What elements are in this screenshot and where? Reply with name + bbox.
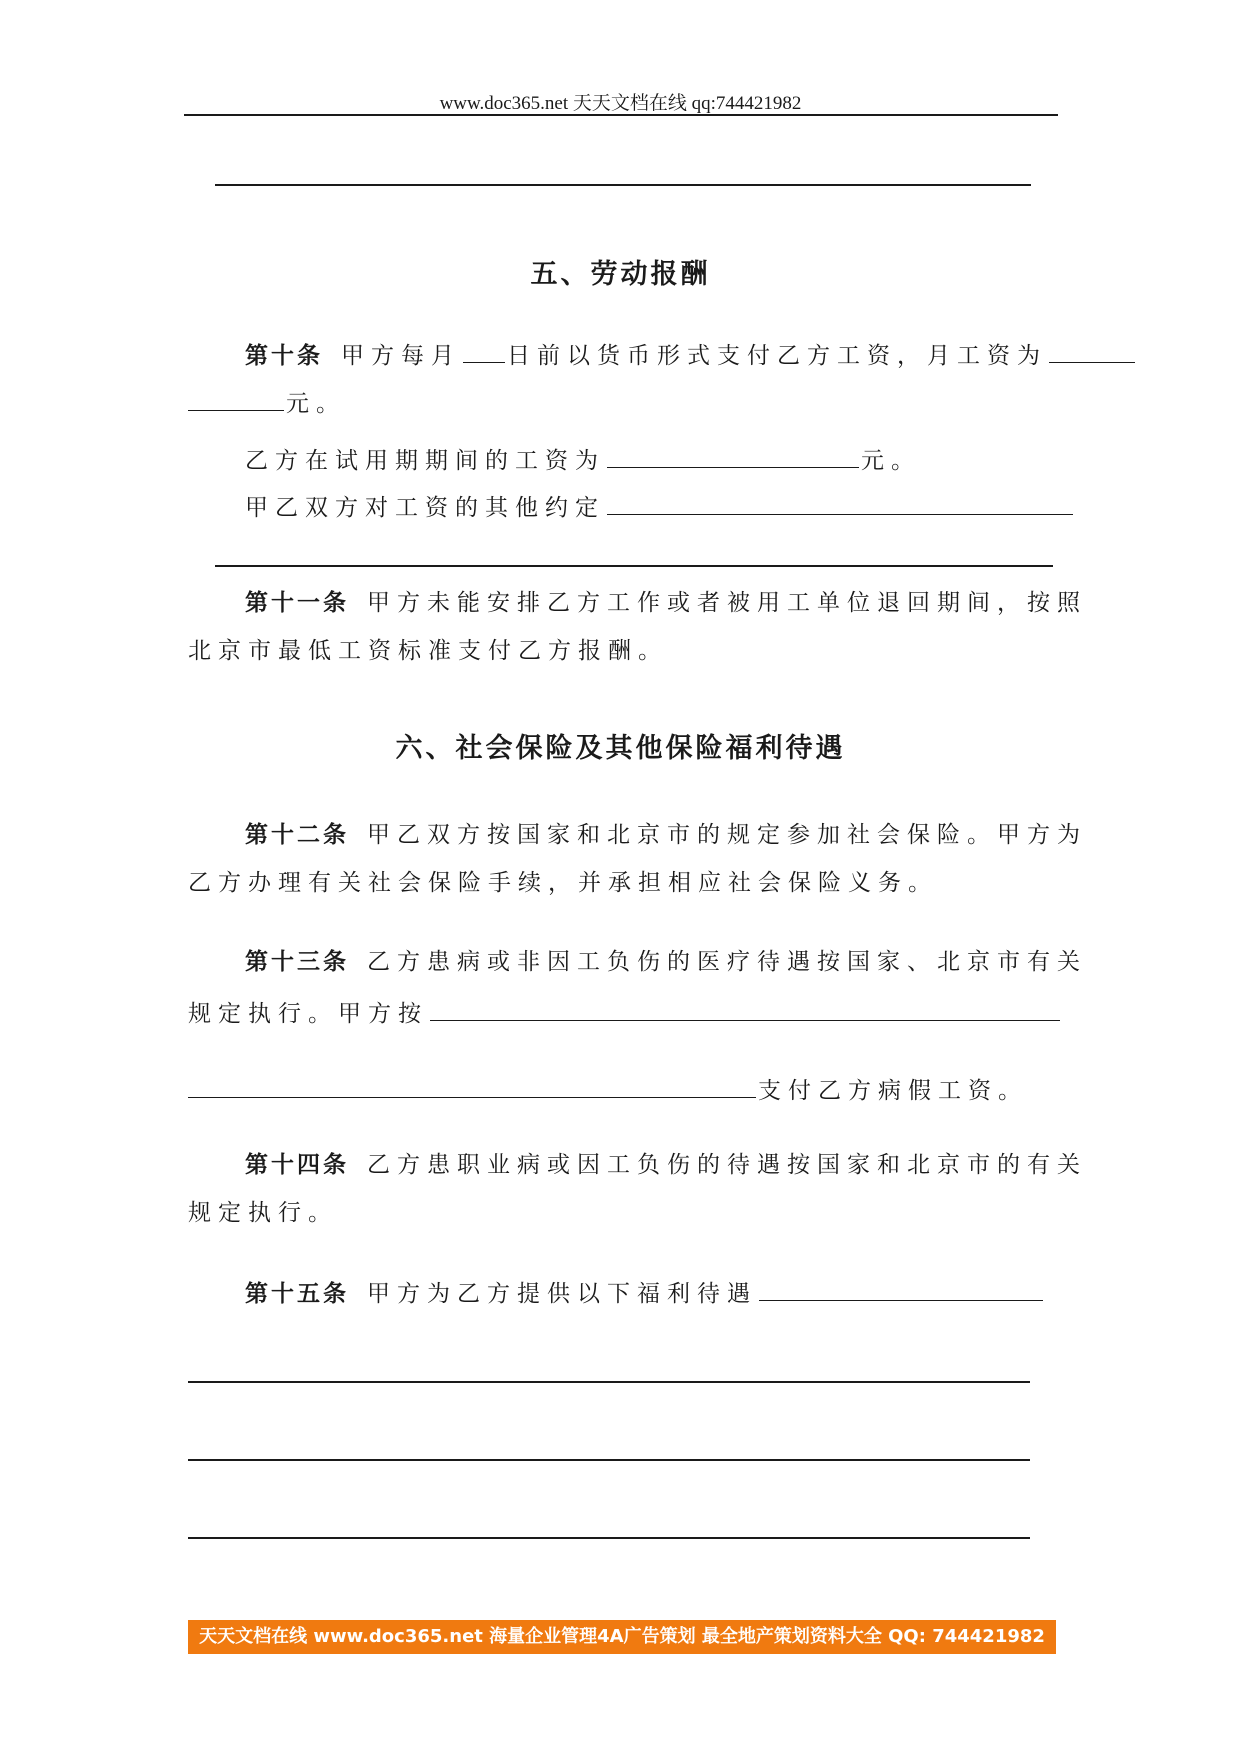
article-11-line-1 bbox=[245, 588, 1087, 618]
blank-line[interactable] bbox=[215, 565, 1053, 567]
article-text: 乙方患病或非因工负伤的医疗待遇按国家、北京市有关 bbox=[367, 949, 1087, 975]
fill-in-blank[interactable] bbox=[430, 996, 1060, 1021]
article-label: 第十五条 bbox=[245, 1281, 349, 1307]
article-text: 规定执行。甲方按 bbox=[188, 1001, 428, 1027]
article-14-line-2 bbox=[188, 1198, 338, 1228]
article-11-line-2 bbox=[188, 636, 668, 666]
fill-in-blank[interactable] bbox=[759, 1276, 1043, 1301]
footer-banner: 天天文档在线 www.doc365.net 海量企业管理4A广告策划 最全地产策划资料大全 QQ: 744421982 bbox=[188, 1620, 1056, 1654]
other-salary-line bbox=[245, 490, 1075, 523]
article-label: 第十二条 bbox=[245, 822, 349, 848]
article-13-line-2 bbox=[188, 996, 1062, 1029]
section-title: 五、劳动报酬 bbox=[530, 259, 711, 290]
article-text: 元。 bbox=[861, 448, 921, 474]
article-12-line-1 bbox=[245, 820, 1087, 850]
article-text: 乙方患职业病或因工负伤的待遇按国家和北京市的有关 bbox=[367, 1152, 1087, 1178]
article-10-line-1 bbox=[245, 338, 1137, 371]
article-text: 乙方在试用期期间的工资为 bbox=[245, 448, 605, 474]
blank-line[interactable] bbox=[188, 1381, 1030, 1383]
article-text: 元。 bbox=[286, 391, 346, 417]
article-text: 甲方未能安排乙方工作或者被用工单位退回期间，按照 bbox=[367, 590, 1087, 616]
article-text: 甲方为乙方提供以下福利待遇 bbox=[367, 1281, 757, 1307]
fill-in-blank[interactable] bbox=[188, 1073, 756, 1098]
blank-line[interactable] bbox=[188, 1459, 1030, 1461]
fill-in-blank[interactable] bbox=[188, 386, 284, 411]
probation-salary-line bbox=[245, 443, 921, 476]
article-text: 甲乙双方按国家和北京市的规定参加社会保险。甲方为 bbox=[367, 822, 1087, 848]
fill-in-blank[interactable] bbox=[1049, 338, 1135, 363]
article-10-line-2 bbox=[188, 386, 346, 419]
fill-in-blank[interactable] bbox=[463, 338, 505, 363]
article-13-line-3 bbox=[188, 1073, 1028, 1106]
article-text: 甲方每月 bbox=[341, 343, 461, 369]
page-header: www.doc365.net 天天文档在线 qq:744421982 bbox=[439, 93, 802, 114]
article-text: 北京市最低工资标准支付乙方报酬。 bbox=[188, 638, 668, 664]
fill-in-blank[interactable] bbox=[607, 490, 1073, 515]
blank-line[interactable] bbox=[188, 1537, 1030, 1539]
fill-in-blank[interactable] bbox=[607, 443, 859, 468]
article-13-line-1 bbox=[245, 947, 1087, 977]
article-text: 规定执行。 bbox=[188, 1200, 338, 1226]
header-rule bbox=[184, 114, 1058, 116]
blank-line bbox=[215, 184, 1031, 186]
article-text: 日前以货币形式支付乙方工资，月工资为 bbox=[507, 343, 1047, 369]
article-label: 第十四条 bbox=[245, 1152, 349, 1178]
article-12-line-2 bbox=[188, 868, 938, 898]
article-text: 甲乙双方对工资的其他约定 bbox=[245, 495, 605, 521]
article-15-line-1 bbox=[245, 1276, 1045, 1309]
article-text: 乙方办理有关社会保险手续，并承担相应社会保险义务。 bbox=[188, 870, 938, 896]
article-label: 第十条 bbox=[245, 343, 323, 369]
article-text: 支付乙方病假工资。 bbox=[758, 1078, 1028, 1104]
article-14-line-1 bbox=[245, 1150, 1087, 1180]
article-label: 第十一条 bbox=[245, 590, 349, 616]
article-label: 第十三条 bbox=[245, 949, 349, 975]
section-title: 六、社会保险及其他保险福利待遇 bbox=[395, 733, 846, 764]
